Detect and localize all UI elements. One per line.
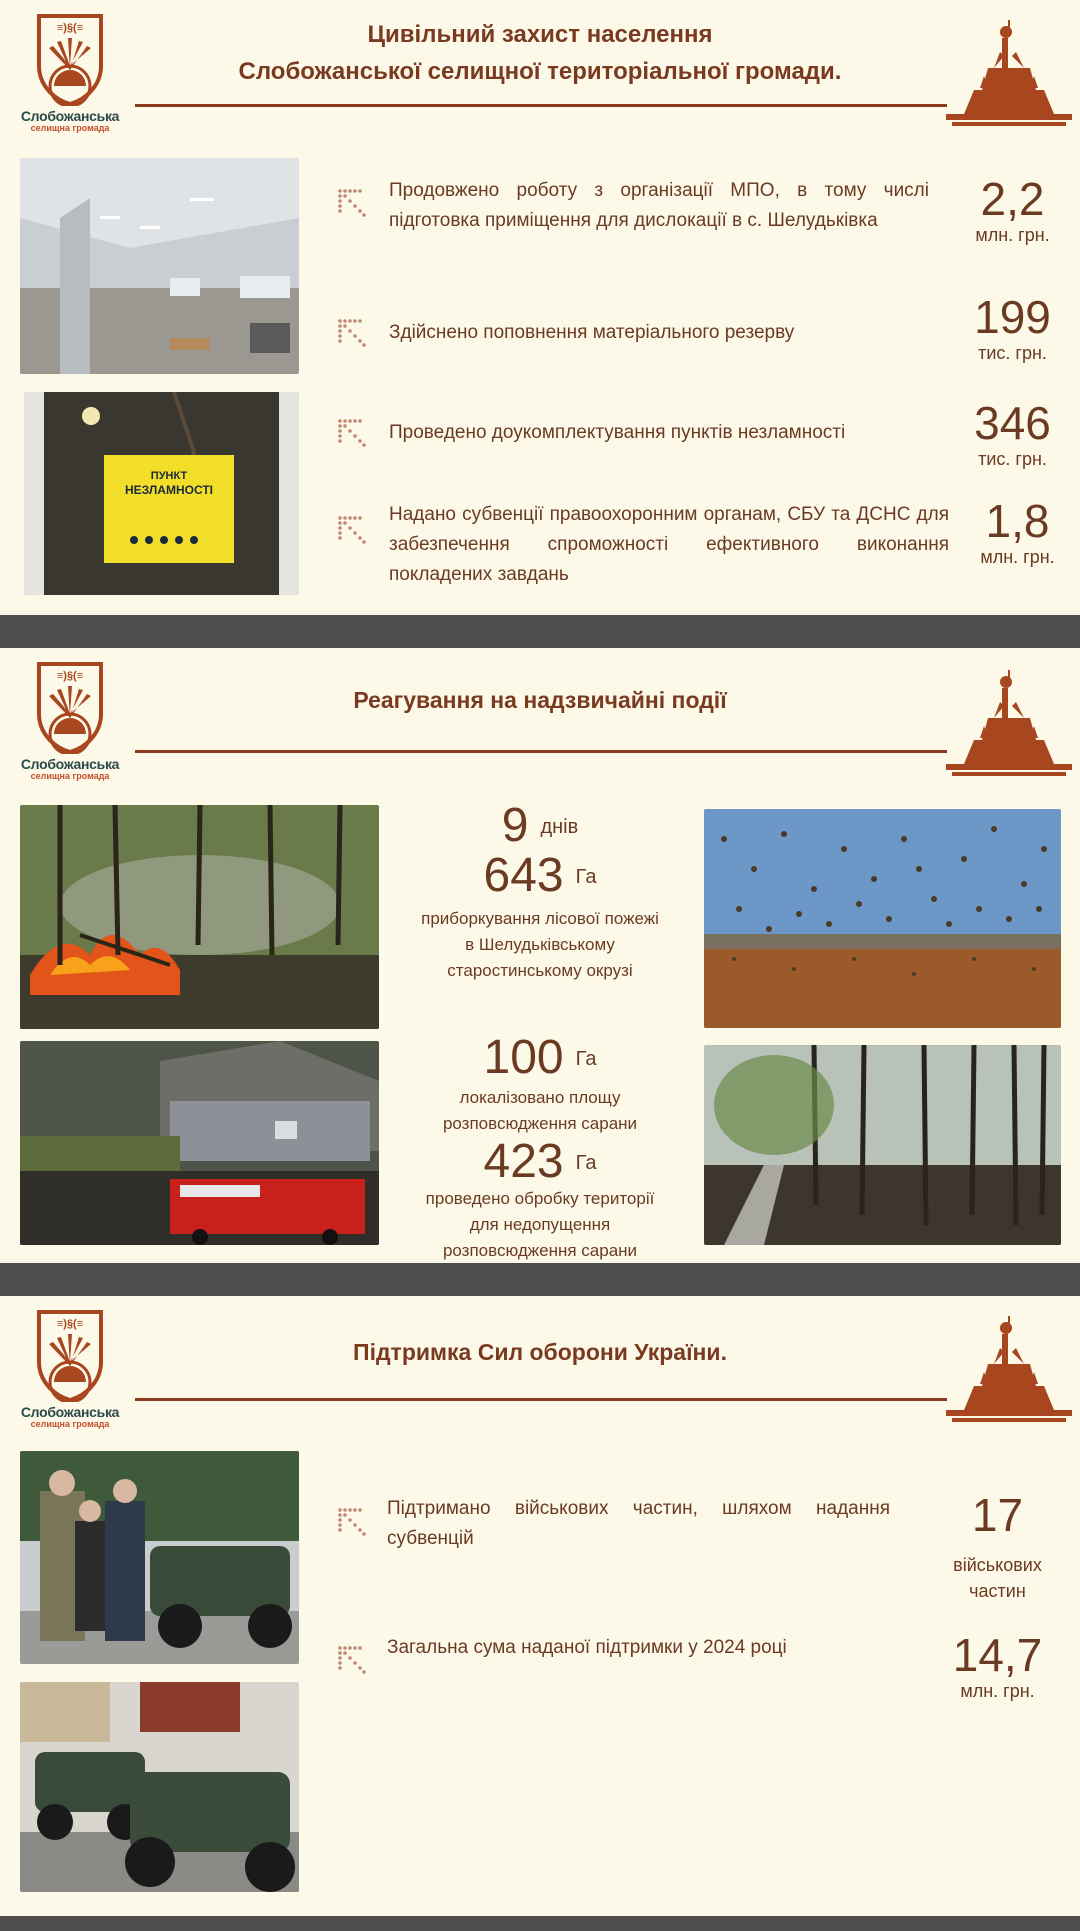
desc-line: в Шелудьківському [465,935,615,954]
photo-atv-handover [20,1451,299,1664]
desc-line: розповсюдження сарани [442,1114,638,1133]
item-text-4: Надано субвенції правоохоронним органам, СБУ та ДСНС для забезпечення спроможності ефективного виконання покладених завдань [389,504,949,585]
item-value-1: 2,2 [980,173,1045,225]
photo-invincibility-point-sign [24,392,299,595]
title-divider [135,1398,947,1401]
desc-line: розповсюдження сарани [442,1241,638,1260]
desc-line: локалізовано площу [459,1088,621,1107]
brand-logo [0,14,140,133]
shield-emblem-icon [35,14,105,106]
desc-line: для недопущення [469,1215,611,1234]
section-title: Підтримка Сил оборони України. [353,1339,727,1365]
support-unit-1-line2: частин [969,1581,1026,1601]
shield-emblem-icon [35,662,105,754]
item-value-4: 1,8 [985,495,1050,547]
stat-days-unit: днів [540,816,579,838]
stat-locust-treated-unit: Га [575,1152,597,1174]
stat-locust-localized-description [390,1085,690,1137]
item-value-block-4 [960,496,1075,568]
stat-days [390,798,690,853]
section-emergency-response [0,648,1080,1263]
monument-icon [944,1312,1074,1432]
item-text-2: Здійснено поповнення матеріального резерву [389,322,795,343]
item-unit-4: млн. грн. [980,547,1055,567]
support-value-1: 17 [971,1489,1024,1541]
title-divider [135,104,947,107]
desc-line: проведено обробку території [425,1189,655,1208]
support-item-text-2: Загальна сума наданої підтримки у 2024 році [387,1637,787,1658]
arrow-up-left-icon [337,1645,367,1675]
sign-text-line2: НЕЗЛАМНОСТІ [124,483,214,497]
photo-forest-fire [20,805,379,1029]
stat-locust-treated-value: 423 [483,1135,564,1188]
arrow-up-left-icon [337,418,367,448]
stat-fire-description [390,906,690,984]
photo-interior-room [20,158,299,374]
item-value-block-3 [950,398,1075,470]
monument-icon [944,666,1074,786]
brand-subtitle: селищна громада [30,123,110,133]
shield-emblem-icon [35,1310,105,1402]
arrow-up-left-icon [337,1507,367,1537]
title-divider [135,750,947,753]
stat-fire-area-value: 643 [483,849,564,902]
brand-name: Слобожанська [20,756,120,772]
item-unit-1: млн. грн. [975,225,1050,245]
item-unit-3: тис. грн. [978,449,1047,469]
stat-locust-treated [390,1134,690,1189]
brand-subtitle: селищна громада [30,1419,110,1429]
brand-name: Слобожанська [20,108,120,124]
arrow-up-left-icon [337,188,367,218]
photo-house-fire-truck [20,1041,379,1245]
title-line-1: Цивільний захист населення [367,21,713,48]
photo-two-atvs [20,1682,299,1892]
stat-fire-area-unit: Га [575,866,597,888]
stat-locust-localized-unit: Га [575,1048,597,1070]
stat-locust-localized [390,1030,690,1085]
monument-icon [944,16,1074,136]
item-unit-2: тис. грн. [978,343,1047,363]
photo-locust-swarm [704,809,1061,1028]
support-unit-1-line1: військових [953,1555,1042,1575]
support-value-block-1 [920,1490,1075,1604]
section-defense-support [0,1296,1080,1916]
brand-subtitle: селищна громада [30,771,110,781]
section-title: Реагування на надзвичайні події [353,687,727,713]
item-text-1: Продовжено роботу з організації МПО, в тому числі підготовка приміщення для дислокації в с. Шелудьківка [389,180,929,231]
brand-logo [0,1310,140,1429]
item-value-3: 346 [974,397,1051,449]
stat-days-value: 9 [501,799,529,852]
section-civil-protection [0,0,1080,615]
photo-burned-forest [704,1045,1061,1245]
item-text-3: Проведено доукомплектування пунктів незламності [389,422,846,443]
title-line-2: Слобожанської селищної територіальної громади. [238,58,842,85]
arrow-up-left-icon [337,318,367,348]
section-title [140,16,940,90]
sign-text-line1: ПУНКТ [150,470,188,482]
brand-logo [0,662,140,781]
desc-line: старостинському окрузі [447,961,633,980]
arrow-up-left-icon [337,515,367,545]
support-unit-2: млн. грн. [960,1681,1035,1701]
item-value-2: 199 [974,291,1051,343]
desc-line: приборкування лісової пожежі [421,909,659,928]
stat-locust-localized-value: 100 [483,1031,564,1084]
support-value-block-2 [920,1630,1075,1702]
support-value-2: 14,7 [952,1629,1043,1681]
stat-fire-area [390,848,690,903]
item-value-block-1 [950,174,1075,246]
stat-locust-treated-description [390,1186,690,1264]
brand-name: Слобожанська [20,1404,120,1420]
item-value-block-2 [950,292,1075,364]
support-item-text-1: Підтримано військових частин, шляхом надання субвенцій [387,1498,890,1549]
